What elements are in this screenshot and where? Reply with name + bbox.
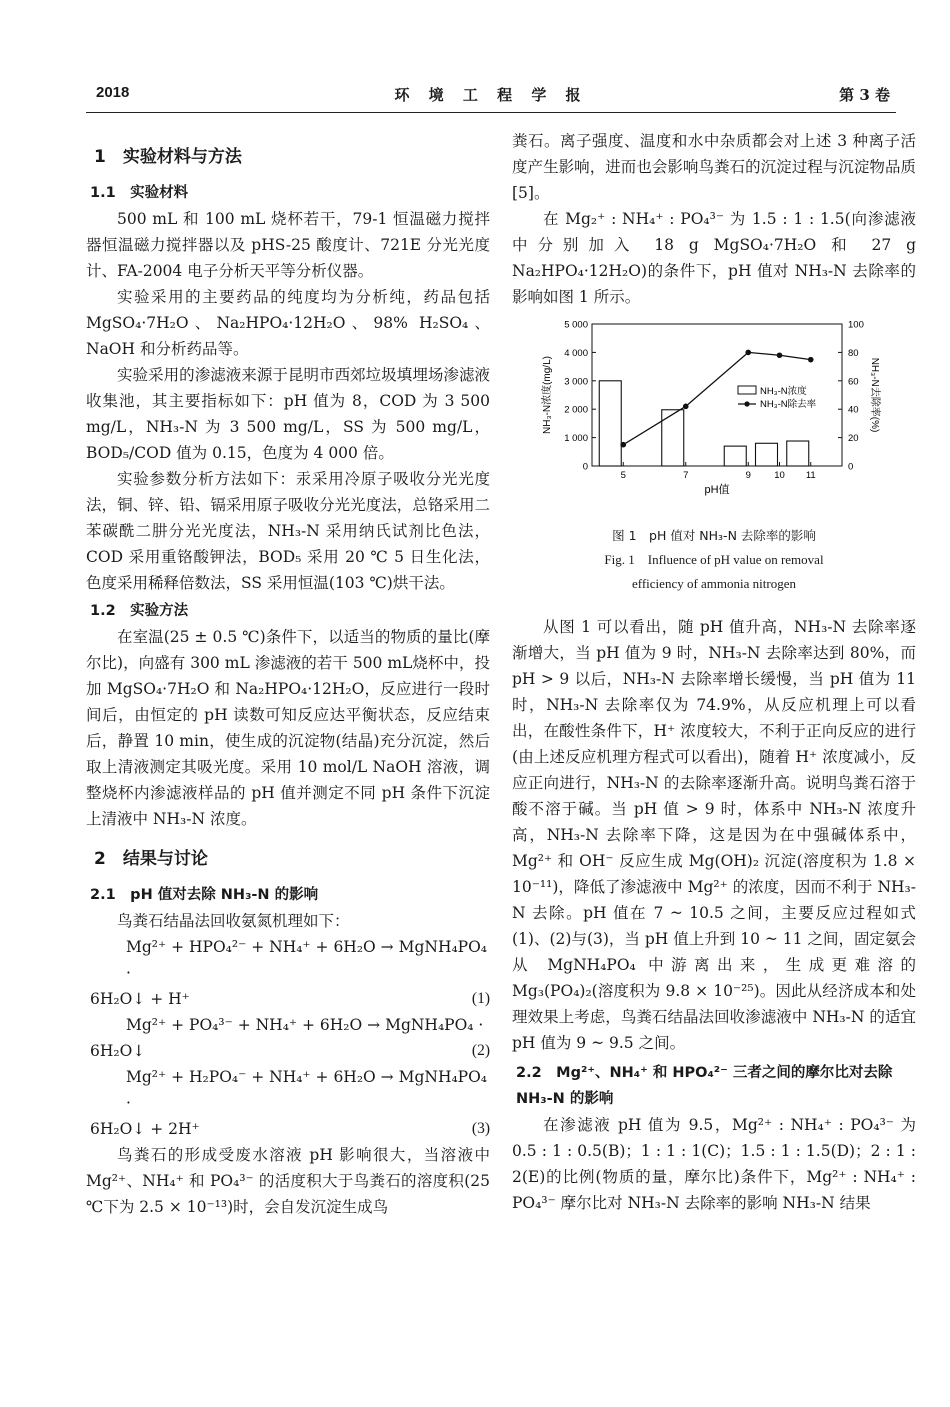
chart-ph-removal xyxy=(512,314,916,504)
equation-1-line-2: 6H₂O↓ + H⁺ xyxy=(90,990,190,1008)
legend-line-marker xyxy=(744,401,749,406)
x-tick-label: 9 xyxy=(745,470,751,481)
y-right-tick-label: 0 xyxy=(848,461,854,473)
header-year: 2018 xyxy=(96,84,130,101)
legend-bar-swatch xyxy=(738,386,756,394)
paragraph: 鸟粪石结晶法回收氨氮机理如下： xyxy=(117,912,350,930)
header-volume: 第 3 卷 xyxy=(839,86,890,104)
legend-line-label: NH₃-N除去率 xyxy=(760,399,817,410)
paragraph: 500 mL 和 100 mL 烧杯若干，79-1 恒温磁力搅拌器恒温磁力搅拌器以及 pHS-25 酸度计、721E 分光光度计、FA-2004 电子分析天平等分析仪器。 xyxy=(86,210,490,280)
equation-3 xyxy=(86,1064,490,1116)
x-tick-label: 5 xyxy=(620,470,626,481)
paragraph: 实验采用的主要药品的纯度均为分析纯，药品包括 MgSO₄·7H₂O、Na₂HPO₄·12H₂O、98% H₂SO₄、NaOH 和分析药品等。 xyxy=(86,288,490,358)
section-1-title: 1 实验材料与方法 xyxy=(94,147,242,167)
equation-3-number: (3) xyxy=(471,1120,490,1137)
equation-2-line-1: Mg²⁺ + PO₄³⁻ + NH₄⁺ + 6H₂O → MgNH₄PO₄ · xyxy=(126,1016,484,1034)
figure-caption-cn: 图 1 pH 值对 NH₃-N 去除率的影响 xyxy=(612,528,816,543)
y-right-tick-label: 20 xyxy=(848,433,859,445)
y-right-tick-label: 80 xyxy=(848,347,859,359)
point-removal-rate xyxy=(745,350,751,356)
equation-2-number: (2) xyxy=(471,1042,490,1059)
x-tick-label: 7 xyxy=(683,470,689,481)
equation-3-cont xyxy=(86,1116,490,1142)
point-removal-rate xyxy=(683,404,689,410)
y-left-tick-label: 0 xyxy=(582,461,588,473)
x-axis-label: pH值 xyxy=(704,484,730,496)
y-left-tick-label: 1 000 xyxy=(564,433,588,445)
y-left-tick-label: 5 000 xyxy=(564,319,588,331)
left-column xyxy=(86,128,490,1220)
y-left-tick-label: 2 000 xyxy=(564,404,588,416)
paragraph: 在室温(25 ± 0.5 ℃)条件下，以适当的物质的量比(摩尔比)，向盛有 300 mL 渗滤液的若干 500 mL烧杯中，投加 MgSO₄·7H₂O 和 Na₂HPO₄·12H₂O，反应进行一段时间后，由恒定的 pH 读数可知反应达平衡状态，反应结束后，静置 10 min，使生成的沉淀物(结晶)充分沉淀，然后取上清液测定其吸光度。采用 10 mol/L NaOH 溶液，调整烧杯内渗滤液样品的 pH 值并测定不同 pH 条件下沉淀上清液中 NH₃-N 浓度。 xyxy=(86,628,490,828)
y-right-tick-label: 40 xyxy=(848,404,859,416)
section-2-2-title: 2.2 Mg²⁺、NH₄⁺ 和 HPO₄²⁻ 三者之间的摩尔比对去除 NH₃-N 的影响 xyxy=(516,1065,893,1107)
figure-1 xyxy=(512,314,916,614)
equation-1-number: (1) xyxy=(471,990,490,1007)
bar-nh3-concentration xyxy=(787,441,809,466)
y-axis-left-label: NH₃-N浓度(mg/L) xyxy=(542,356,553,434)
figure-caption-en-2: efficiency of ammonia nitrogen xyxy=(631,576,796,591)
paragraph: 实验参数分析方法如下：汞采用冷原子吸收分光光度法，铜、锌、铅、镉采用原子吸收分光光度法，总铬采用二苯碳酰二肼分光光度法，NH₃-N 采用纳氏试剂比色法，COD 采用重铬酸钾法，BOD₅ 采用 20 ℃ 5 日生化法，色度采用稀释倍数法，SS 采用恒温(103 ℃)烘干法。 xyxy=(86,470,490,592)
equation-3-line-2: 6H₂O↓ + 2H⁺ xyxy=(90,1120,200,1138)
y-axis-right-label: NH₃-N去除率(%) xyxy=(869,357,880,433)
section-1-1-title: 1.1 实验材料 xyxy=(90,185,189,201)
header-journal: 环 境 工 程 学 报 xyxy=(394,86,588,104)
y-right-tick-label: 60 xyxy=(848,376,859,388)
equation-1-cont xyxy=(86,986,490,1012)
section-2-title: 2 结果与讨论 xyxy=(94,849,208,869)
equation-2-line-2: 6H₂O↓ xyxy=(90,1042,146,1060)
x-tick-label: 10 xyxy=(774,470,785,481)
chart-legend xyxy=(738,385,817,410)
point-removal-rate xyxy=(808,357,814,363)
y-right-tick-label: 100 xyxy=(848,319,864,331)
paragraph: 在渗滤液 pH 值为 9.5，Mg²⁺ : NH₄⁺ : PO₄³⁻ 为 0.5 : 1 : 0.5(B)；1 : 1 : 1(C)；1.5 : 1 : 1.5(D)；2 : 1 : 2(E)的比例(物质的量，摩尔比)条件下，Mg²⁺ : NH₄⁺ : PO₄³⁻ 摩尔比对 NH₃-N 去除率的影响 NH₃-N 结果 xyxy=(512,1116,916,1212)
paragraph: 实验采用的渗滤液来源于昆明市西郊垃圾填埋场渗滤液收集池，其主要指标如下：pH 值为 8，COD 为 3 500 mg/L，NH₃-N 为 3 500 mg/L，SS 为 500 mg/L，BOD₅/COD 值为 0.15，色度为 4 000 倍。 xyxy=(86,366,490,462)
right-column xyxy=(512,128,916,1216)
paragraph: 在 Mg₂⁺ : NH₄⁺ : PO₄³⁻ 为 1.5 : 1 : 1.5(向渗滤液中分别加入 18 g MgSO₄·7H₂O 和 27 g Na₂HPO₄·12H₂O)的条件下，pH 值对 NH₃-N 去除率的影响如图 1 所示。 xyxy=(512,210,916,306)
paragraph: 从图 1 可以看出，随 pH 值升高，NH₃-N 去除率逐渐增大，当 pH 值为 9 时，NH₃-N 去除率达到 80%，而 pH > 9 以后，NH₃-N 去除率增长缓慢，当 pH 值为 11 时，NH₃-N 去除率仅为 74.9%，从反应机理上可以看出，在酸性条件下，H⁺ 浓度较大，不利于正向反应的进行(由上述反应机理方程式可以看出)，随着 H⁺ 浓度减小，反应正向进行，NH₃-N 的去除率逐渐升高。说明鸟粪石溶于酸不溶于碱。当 pH 值 > 9 时，体系中 NH₃-N 浓度升高，NH₃-N 去除率下降，这是因为在中强碱体系中，Mg²⁺ 和 OH⁻ 反应生成 Mg(OH)₂ 沉淀(溶度积为 1.8 × 10⁻¹¹)，降低了渗滤液中 Mg²⁺ 的浓度，因而不利于 NH₃-N 去除。pH 值在 7 ~ 10.5 之间，主要反应过程如式(1)、(2)与(3)，当 pH 值上升到 10 ~ 11 之间，固定氨会从 MgNH₄PO₄ 中游离出来，生成更难溶的 Mg₃(PO₄)₂(溶度积为 9.8 × 10⁻²⁵)。因此从经济成本和处理效果上考虑，鸟粪石结晶法回收渗滤液中 NH₃-N 的适宜 pH 值为 9 ~ 9.5 之间。 xyxy=(512,618,916,1052)
bar-nh3-concentration xyxy=(662,410,684,466)
y-left-tick-label: 3 000 xyxy=(564,376,588,388)
paragraph: 粪石。离子强度、温度和水中杂质都会对上述 3 种离子活度产生影响，进而也会影响鸟粪石的沉淀过程与沉淀物品质[5]。 xyxy=(512,132,916,202)
equation-3-line-1: Mg²⁺ + H₂PO₄⁻ + NH₄⁺ + 6H₂O → MgNH₄PO₄ · xyxy=(126,1068,488,1112)
equation-1 xyxy=(86,934,490,986)
point-removal-rate xyxy=(620,442,626,448)
equation-2 xyxy=(86,1012,490,1038)
equation-1-line-1: Mg²⁺ + HPO₄²⁻ + NH₄⁺ + 6H₂O → MgNH₄PO₄ · xyxy=(126,938,488,982)
figure-caption-en-1: Fig. 1 Influence of pH value on removal xyxy=(604,552,824,567)
legend-bar-label: NH₃-N浓度 xyxy=(760,386,807,397)
x-tick-label: 11 xyxy=(805,470,816,481)
paragraph: 鸟粪石的形成受废水溶液 pH 影响很大，当溶液中 Mg²⁺、NH₄⁺ 和 PO₄³⁻ 的活度积大于鸟粪石的溶度积(25 ℃下为 2.5 × 10⁻¹³)时，会自发沉淀生成鸟 xyxy=(86,1146,490,1216)
section-2-1-title: 2.1 pH 值对去除 NH₃-N 的影响 xyxy=(90,887,319,903)
bar-nh3-concentration xyxy=(724,446,746,466)
bar-nh3-concentration xyxy=(599,381,621,466)
equation-2-cont xyxy=(86,1038,490,1064)
running-header xyxy=(86,84,896,113)
y-left-tick-label: 4 000 xyxy=(564,347,588,359)
section-1-2-title: 1.2 实验方法 xyxy=(90,603,189,619)
bar-nh3-concentration xyxy=(756,443,778,466)
point-removal-rate xyxy=(777,352,783,358)
